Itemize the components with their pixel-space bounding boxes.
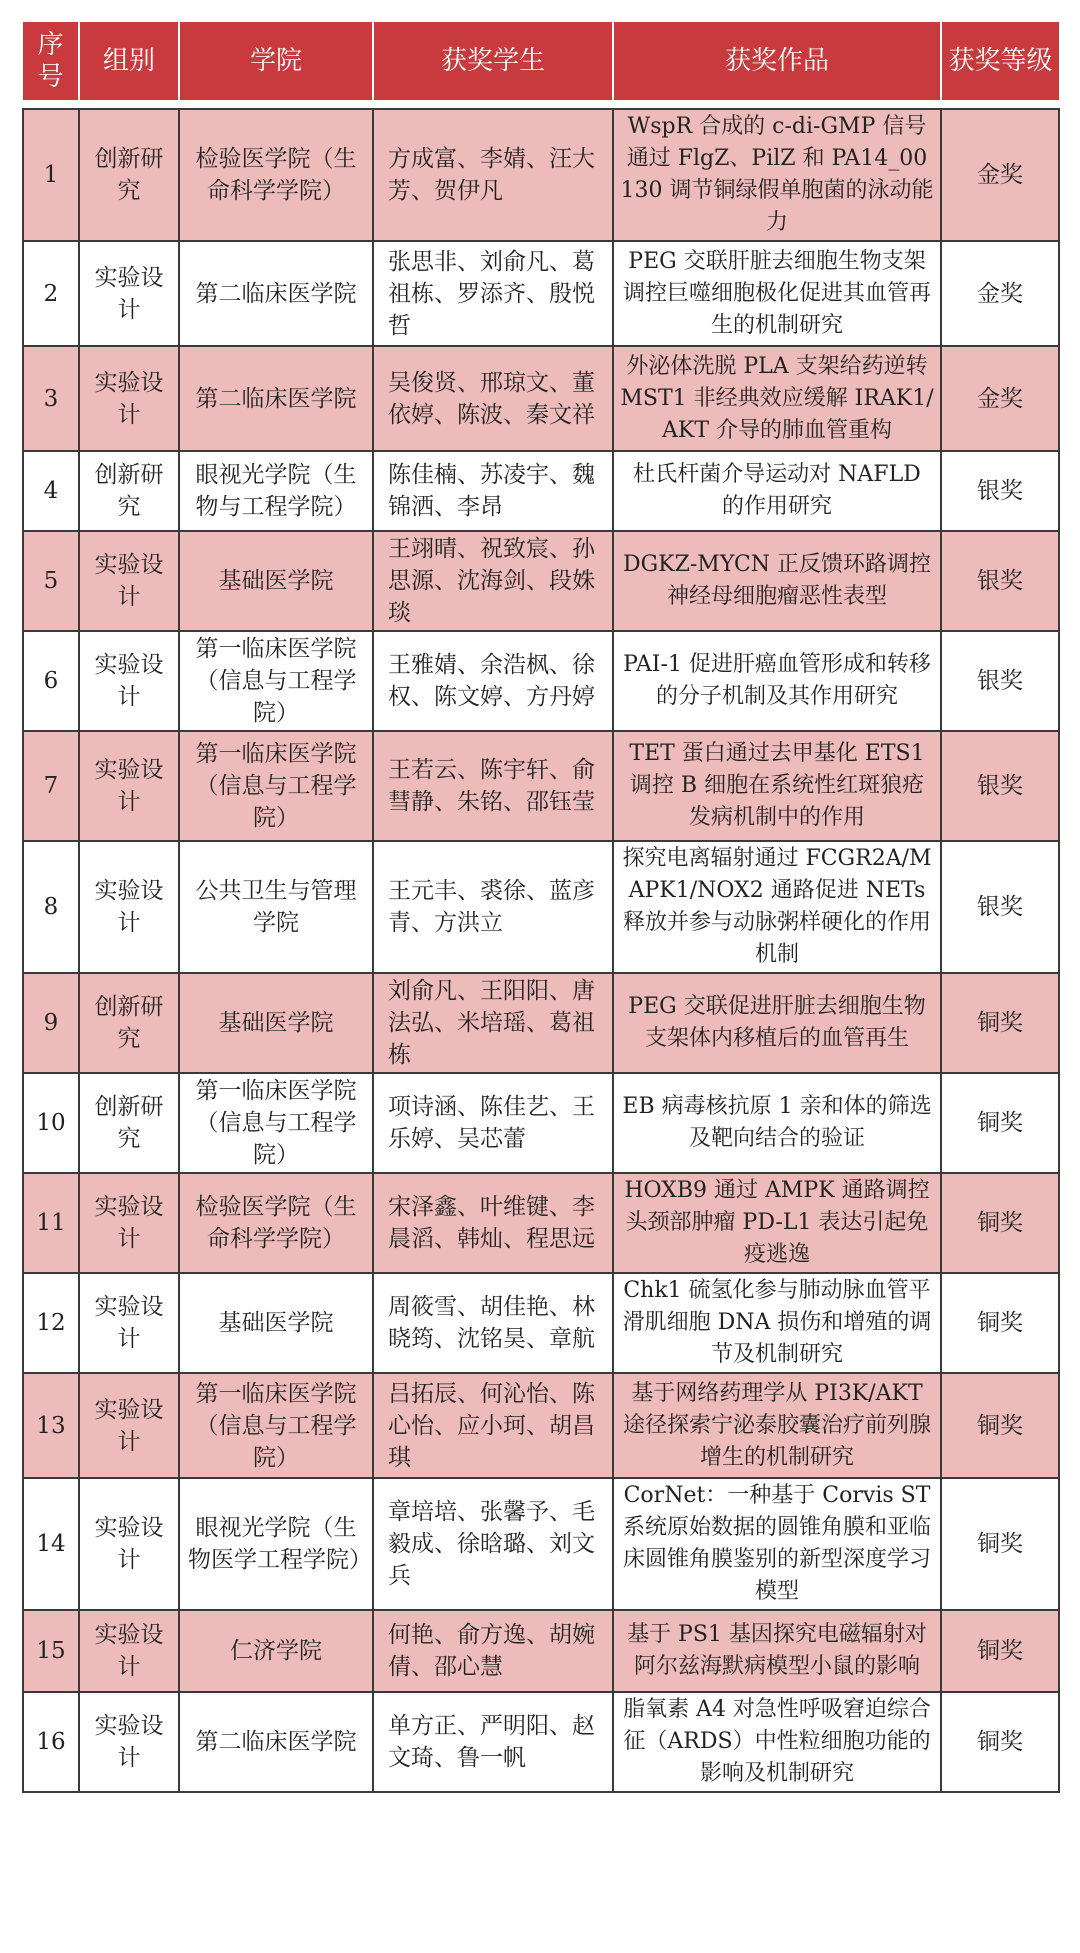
cell-index: 2	[23, 241, 79, 346]
cell-work: HOXB9 通过 AMPK 通路调控头颈部肿瘤 PD-L1 表达引起免疫逃逸	[613, 1173, 941, 1273]
table-row	[23, 973, 1059, 1073]
cell-work: 探究电离辐射通过 FCGR2A/MAPK1/NOX2 通路促进 NETs 释放并参与动脉粥样硬化的作用机制	[613, 841, 941, 973]
cell-award: 铜奖	[941, 1692, 1059, 1792]
cell-index: 16	[23, 1692, 79, 1792]
cell-college: 检验医学院（生命科学学院）	[179, 109, 373, 241]
table-row	[23, 631, 1059, 731]
table-row	[23, 1692, 1059, 1792]
cell-award: 铜奖	[941, 1173, 1059, 1273]
cell-index: 12	[23, 1273, 79, 1373]
cell-work: CorNet：一种基于 Corvis ST 系统原始数据的圆锥角膜和亚临床圆锥角膜鉴别的新型深度学习模型	[613, 1478, 941, 1610]
cell-work: Chk1 硫氢化参与肺动脉血管平滑肌细胞 DNA 损伤和增殖的调节及机制研究	[613, 1273, 941, 1373]
cell-group: 实验设计	[79, 1373, 179, 1478]
table-row	[23, 1073, 1059, 1173]
cell-college: 第一临床医学院（信息与工程学院）	[179, 1373, 373, 1478]
table-row	[23, 841, 1059, 973]
header-row	[23, 22, 1059, 101]
table-body	[23, 101, 1059, 1792]
cell-work: EB 病毒核抗原 1 亲和体的筛选及靶向结合的验证	[613, 1073, 941, 1173]
cell-students: 张思非、刘俞凡、葛祖栋、罗添齐、殷悦哲	[373, 241, 613, 346]
cell-group: 实验设计	[79, 1173, 179, 1273]
table-row	[23, 1273, 1059, 1373]
cell-work: WspR 合成的 c-di-GMP 信号通过 FlgZ、PilZ 和 PA14_00130 调节铜绿假单胞菌的泳动能力	[613, 109, 941, 241]
cell-index: 5	[23, 531, 79, 631]
cell-college: 基础医学院	[179, 531, 373, 631]
cell-college: 眼视光学院（生物医学工程学院）	[179, 1478, 373, 1610]
cell-students: 单方正、严明阳、赵文琦、鲁一帆	[373, 1692, 613, 1792]
cell-students: 王雅婧、余浩枫、徐权、陈文婷、方丹婷	[373, 631, 613, 731]
cell-award: 银奖	[941, 451, 1059, 531]
cell-award: 银奖	[941, 841, 1059, 973]
cell-students: 吕拓辰、何沁怡、陈心怡、应小珂、胡昌琪	[373, 1373, 613, 1478]
header-group: 组别	[79, 22, 179, 101]
cell-students: 周筱雪、胡佳艳、林晓筠、沈铭昊、章航	[373, 1273, 613, 1373]
cell-award: 铜奖	[941, 1073, 1059, 1173]
cell-college: 基础医学院	[179, 1273, 373, 1373]
header-students: 获奖学生	[373, 22, 613, 101]
header-award: 获奖等级	[941, 22, 1059, 101]
cell-college: 眼视光学院（生物与工程学院）	[179, 451, 373, 531]
cell-college: 基础医学院	[179, 973, 373, 1073]
cell-award: 银奖	[941, 531, 1059, 631]
cell-students: 何艳、俞方逸、胡婉倩、邵心慧	[373, 1610, 613, 1692]
cell-college: 仁济学院	[179, 1610, 373, 1692]
cell-work: DGKZ-MYCN 正反馈环路调控神经母细胞瘤恶性表型	[613, 531, 941, 631]
cell-college: 第二临床医学院	[179, 1692, 373, 1792]
cell-group: 实验设计	[79, 346, 179, 451]
cell-students: 陈佳楠、苏凌宇、魏锦洒、李昂	[373, 451, 613, 531]
cell-group: 实验设计	[79, 631, 179, 731]
cell-college: 第一临床医学院（信息与工程学院）	[179, 631, 373, 731]
cell-award: 银奖	[941, 731, 1059, 841]
cell-group: 实验设计	[79, 731, 179, 841]
table-row	[23, 451, 1059, 531]
cell-index: 9	[23, 973, 79, 1073]
cell-college: 检验医学院（生命科学学院）	[179, 1173, 373, 1273]
cell-index: 10	[23, 1073, 79, 1173]
table-row	[23, 1610, 1059, 1692]
cell-students: 章培培、张馨予、毛毅成、徐晗璐、刘文兵	[373, 1478, 613, 1610]
table-row	[23, 531, 1059, 631]
cell-award: 铜奖	[941, 1373, 1059, 1478]
cell-index: 4	[23, 451, 79, 531]
table-header	[23, 22, 1059, 101]
cell-group: 实验设计	[79, 241, 179, 346]
cell-work: 基于 PS1 基因探究电磁辐射对阿尔兹海默病模型小鼠的影响	[613, 1610, 941, 1692]
cell-students: 项诗涵、陈佳艺、王乐婷、吴芯蕾	[373, 1073, 613, 1173]
cell-index: 6	[23, 631, 79, 731]
cell-work: 脂氧素 A4 对急性呼吸窘迫综合征（ARDS）中性粒细胞功能的影响及机制研究	[613, 1692, 941, 1792]
cell-group: 创新研究	[79, 451, 179, 531]
cell-students: 王翊晴、祝致宸、孙思源、沈海剑、段姝琰	[373, 531, 613, 631]
table-row	[23, 731, 1059, 841]
cell-work: PAI-1 促进肝癌血管形成和转移的分子机制及其作用研究	[613, 631, 941, 731]
cell-group: 创新研究	[79, 109, 179, 241]
cell-group: 创新研究	[79, 973, 179, 1073]
cell-students: 宋泽鑫、叶维键、李晨滔、韩灿、程思远	[373, 1173, 613, 1273]
cell-index: 11	[23, 1173, 79, 1273]
award-table	[22, 22, 1060, 1793]
cell-college: 公共卫生与管理学院	[179, 841, 373, 973]
table-row	[23, 109, 1059, 241]
cell-group: 实验设计	[79, 1273, 179, 1373]
cell-award: 金奖	[941, 109, 1059, 241]
header-work: 获奖作品	[613, 22, 941, 101]
cell-students: 吴俊贤、邢琼文、董依婷、陈波、秦文祥	[373, 346, 613, 451]
cell-work: PEG 交联促进肝脏去细胞生物支架体内移植后的血管再生	[613, 973, 941, 1073]
cell-award: 金奖	[941, 241, 1059, 346]
cell-index: 7	[23, 731, 79, 841]
cell-work: 外泌体洗脱 PLA 支架给药逆转 MST1 非经典效应缓解 IRAK1/AKT 介导的肺血管重构	[613, 346, 941, 451]
cell-index: 8	[23, 841, 79, 973]
table-row	[23, 1173, 1059, 1273]
header-spacer	[23, 101, 1059, 109]
cell-college: 第一临床医学院（信息与工程学院）	[179, 1073, 373, 1173]
cell-award: 金奖	[941, 346, 1059, 451]
table-row	[23, 1478, 1059, 1610]
cell-index: 14	[23, 1478, 79, 1610]
cell-group: 实验设计	[79, 1610, 179, 1692]
cell-index: 3	[23, 346, 79, 451]
cell-work: TET 蛋白通过去甲基化 ETS1 调控 B 细胞在系统性红斑狼疮发病机制中的作用	[613, 731, 941, 841]
cell-group: 实验设计	[79, 841, 179, 973]
cell-award: 铜奖	[941, 973, 1059, 1073]
cell-award: 银奖	[941, 631, 1059, 731]
cell-award: 铜奖	[941, 1610, 1059, 1692]
cell-students: 方成富、李婧、汪大芳、贺伊凡	[373, 109, 613, 241]
cell-college: 第二临床医学院	[179, 346, 373, 451]
cell-group: 实验设计	[79, 531, 179, 631]
cell-index: 13	[23, 1373, 79, 1478]
cell-index: 1	[23, 109, 79, 241]
cell-work: 杜氏杆菌介导运动对 NAFLD 的作用研究	[613, 451, 941, 531]
cell-students: 王若云、陈宇轩、俞彗静、朱铭、邵钰莹	[373, 731, 613, 841]
cell-students: 王元丰、裘徐、蓝彦青、方洪立	[373, 841, 613, 973]
header-college: 学院	[179, 22, 373, 101]
cell-students: 刘俞凡、王阳阳、唐法弘、米培瑶、葛祖栋	[373, 973, 613, 1073]
table-row	[23, 241, 1059, 346]
cell-group: 实验设计	[79, 1478, 179, 1610]
header-index: 序号	[23, 22, 79, 101]
cell-college: 第二临床医学院	[179, 241, 373, 346]
cell-award: 铜奖	[941, 1478, 1059, 1610]
header-spacer-cell	[23, 101, 1059, 109]
cell-award: 铜奖	[941, 1273, 1059, 1373]
table-row	[23, 1373, 1059, 1478]
cell-index: 15	[23, 1610, 79, 1692]
table-row	[23, 346, 1059, 451]
cell-group: 创新研究	[79, 1073, 179, 1173]
cell-group: 实验设计	[79, 1692, 179, 1792]
cell-college: 第一临床医学院（信息与工程学院）	[179, 731, 373, 841]
cell-work: 基于网络药理学从 PI3K/AKT 途径探索宁泌泰胶囊治疗前列腺增生的机制研究	[613, 1373, 941, 1478]
cell-work: PEG 交联肝脏去细胞生物支架调控巨噬细胞极化促进其血管再生的机制研究	[613, 241, 941, 346]
